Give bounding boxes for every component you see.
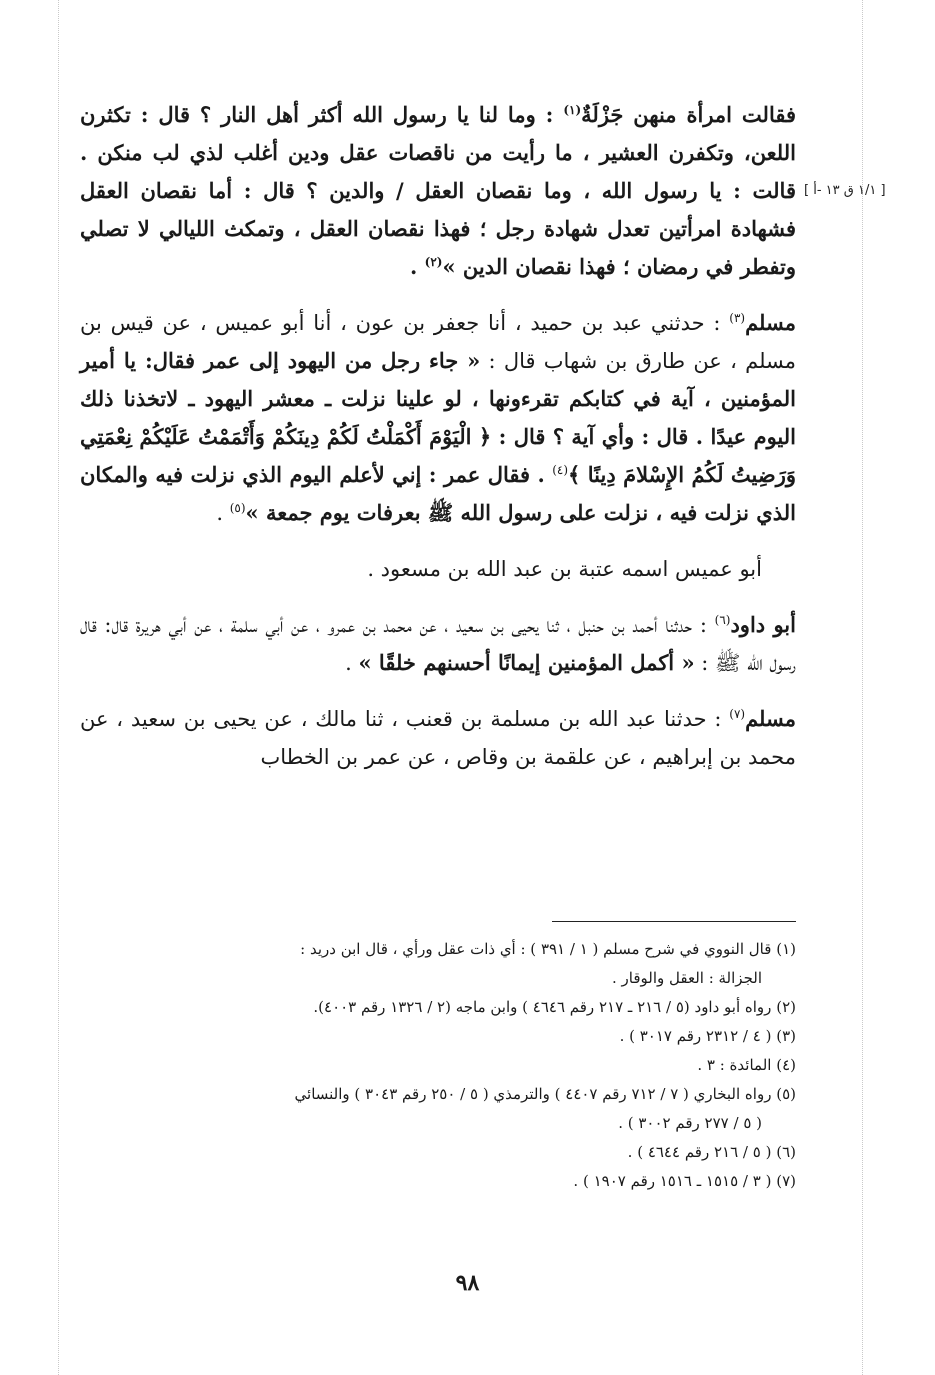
paragraph-5 — [80, 700, 796, 776]
footnote-ref-5[interactable]: (٥) — [229, 501, 246, 515]
footnote-2: (٢) رواه أبو داود (٥ / ٢١٦ ـ ٢١٧ رقم ٤٦٤٦ ) وابن ماجه (٢ / ١٣٢٦ رقم ٤٠٠٣). — [313, 998, 796, 1016]
hadith-text: « أكمل المؤمنين إيمانًا أحسنهم خلقًا » — [358, 650, 695, 675]
footnote-ref-3[interactable]: (٣) — [729, 311, 746, 325]
footnote-ref-6[interactable]: (٦) — [714, 613, 731, 627]
footnote-6: (٦) ( ٥ / ٢١٦ رقم ٤٦٤٤ ) . — [627, 1143, 796, 1161]
scan-line — [58, 0, 59, 1375]
manuscript-folio-note: [ ١/١ ق ١٣ -أ ] — [804, 183, 886, 198]
footnote-1: (١) قال النووي في شرح مسلم ( ١ / ٣٩١ ) : أي ذات عقل ورأي ، قال ابن دريد : الجزالة : العقل والوقار . — [300, 940, 796, 987]
paragraph-4: أبو داود$^{(٦)}$ : حدثنا أحمد بن حنبل ، ثنا يحيى بن سعيد ، عن محمد بن عمرو ، عن أبي سلمة ، عن أبي هريرة قال: قال رسول الله ﷺ : « أكمل المؤمنين إيمانًا أحسنهم خلقًا » . — [80, 612, 796, 675]
scan-line — [862, 0, 863, 1375]
footnotes — [68, 935, 796, 1196]
hadith-source: أبو داود — [730, 612, 796, 637]
isnad-chain: : حدثني عبد بن حميد ، أنا جعفر بن عون ، أنا أبو عميس ، عن قيس بن مسلم ، عن طارق بن شهاب قال : — [80, 311, 797, 373]
footnote-4: (٤) المائدة : ٣ . — [697, 1056, 796, 1074]
footnote-ref-2[interactable]: (٢) — [424, 255, 443, 269]
paragraph-1: فقالت امرأة منهن جَزْلَةٌ$^{(١)}$ : وما لنا يا رسول الله أكثر أهل النار ؟ قال : تكثرن اللعن، وتكفرن العشير ، ما رأيت من ناقصات عقل ودين أغلب لذي لب منكن . قالت : يا رسول الله ، وما نقصان العقل / والدين ؟ قال : أما نقصان العقل فشهادة امرأتين تعدل شهادة رجل ؛ فهذا نقصان العقل ، وتمكث الليالي لا تصلي وتفطر في رمضان ؛ فهذا نقصان الدين »$^{(٢)}$ . — [80, 102, 797, 279]
footnote-3: (٣) ( ٤ / ٢٣١٢ رقم ٣٠١٧ ) . — [619, 1027, 796, 1045]
footnote-ref-1[interactable]: (١) — [563, 103, 582, 117]
main-text — [80, 96, 796, 776]
isnad-chain: : حدثنا أحمد بن حنبل ، ثنا يحيى بن سعيد ، عن محمد بن عمرو ، عن أبي سلمة ، عن أبي هريرة قال: قال رسول الله ﷺ : — [80, 613, 796, 675]
paragraph-3: أبو عميس اسمه عتبة بن عبد الله بن مسعود . — [367, 557, 762, 581]
footnote-separator — [552, 921, 796, 922]
paragraph-2: مسلم$^{(٣)}$ : حدثني عبد بن حميد ، أنا جعفر بن عون ، أنا أبو عميس ، عن قيس بن مسلم ، عن طارق بن شهاب قال : « جاء رجل من اليهود إلى عمر فقال: يا أمير المؤمنين ، آية في كتابكم تقرءونها ، لو علينا نزلت ـ معشر اليهود ـ لاتخذنا ذلك اليوم عيدًا . قال : وأي آية ؟ قال : ﴿ الْيَوْمَ أَكْمَلْتُ لَكُمْ دِينَكُمْ وَأَتْمَمْتُ عَلَيْكُمْ نِعْمَتِي وَرَضِيتُ لَكُمُ الإِسْلامَ دِينًا ﴾$^{(٤)}$ . فقال عمر : إني لأعلم اليوم الذي نزلت فيه والمكان الذي نزلت فيه ، نزلت على رسول الله ﷺ بعرفات يوم جمعة »$^{(٥)}$ . — [80, 310, 797, 525]
hadith-text: « جاء رجل من اليهود إلى عمر فقال: يا أمير المؤمنين ، آية في كتابكم تقرءونها ، لو علينا نزلت ـ معشر اليهود ـ لاتخذنا ذلك اليوم عيدًا . قال : وأي آية ؟ قال : ﴿ الْيَوْمَ أَكْمَلْتُ لَكُمْ دِينَكُمْ وَأَتْمَمْتُ عَلَيْكُمْ نِعْمَتِي وَرَضِيتُ لَكُمُ الإِسْلامَ دِينًا ﴾ — [80, 348, 796, 487]
hadith-source: مسلم — [745, 706, 796, 731]
footnote-ref-7[interactable]: (٧) — [729, 707, 746, 721]
hadith-source: مسلم — [745, 310, 796, 335]
hadith-text-cont: . فقال عمر : إني لأعلم اليوم الذي نزلت فيه والمكان الذي نزلت فيه ، نزلت على رسول الله ﷺ بعرفات يوم جمعة » — [80, 462, 796, 525]
footnote-ref-4[interactable]: (٤) — [552, 463, 569, 477]
footnote-7: (٧) ( ٣ / ١٥١٥ ـ ١٥١٦ رقم ١٩٠٧ ) . — [573, 1172, 796, 1190]
isnad-chain: : حدثنا عبد الله بن مسلمة بن قعنب ، ثنا مالك ، عن يحيى بن سعيد ، عن محمد بن إبراهيم ، عن علقمة بن وقاص ، عن عمر بن الخطاب — [80, 707, 796, 769]
page-number: ٩٨ — [455, 1270, 480, 1296]
footnote-5: (٥) رواه البخاري ( ٧ / ٧١٢ رقم ٤٤٠٧ ) والترمذي ( ٥ / ٢٥٠ رقم ٣٠٤٣ ) والنسائي ( ٥ / ٢٧٧ رقم ٣٠٠٢ ) . — [294, 1085, 796, 1132]
